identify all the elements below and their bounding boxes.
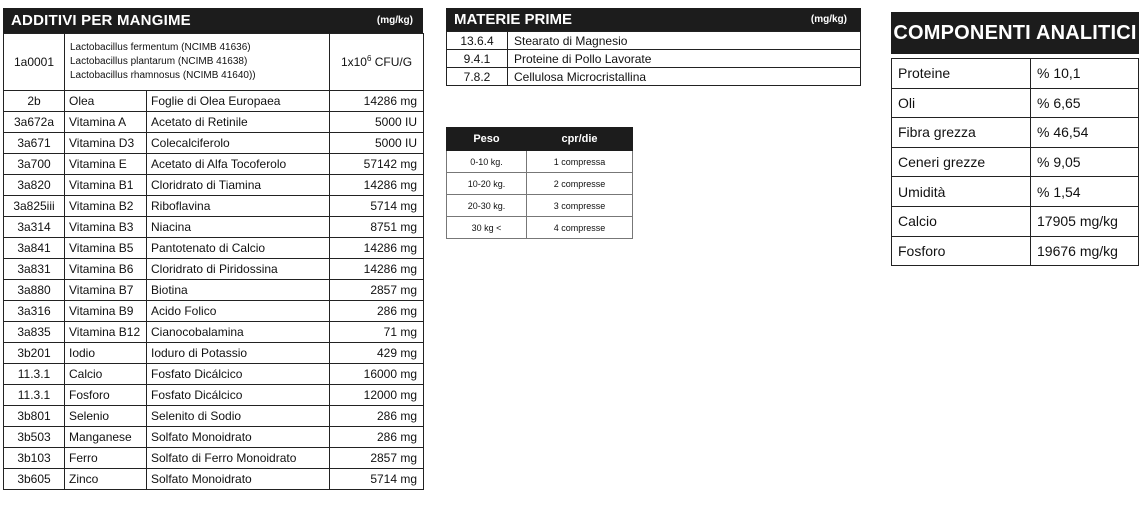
additive-name: Vitamina B5 — [65, 238, 147, 259]
additive-qty: 2857 mg — [330, 448, 424, 469]
additive-name: Manganese — [65, 427, 147, 448]
dosaggio-dose: 3 compresse — [527, 195, 633, 217]
additive-source: Solfato Monoidrato — [147, 427, 330, 448]
additive-name: Vitamina B3 — [65, 217, 147, 238]
additive-row — [4, 175, 424, 196]
componente-value: % 1,54 — [1031, 177, 1139, 207]
additive-code: 3a841 — [4, 238, 65, 259]
additive-name: Vitamina A — [65, 112, 147, 133]
materie-title: MATERIE PRIME — [454, 11, 573, 28]
probiotic-strain: Lactobacillus rhamnosus (NCIMB 41640)) — [70, 70, 256, 81]
additive-row — [4, 91, 424, 112]
additive-qty: 57142 mg — [330, 154, 424, 175]
componente-value: % 9,05 — [1031, 147, 1139, 177]
additive-source: Cloridrato di Tiamina — [147, 175, 330, 196]
additive-source: Biotina — [147, 280, 330, 301]
additive-name: Vitamina B7 — [65, 280, 147, 301]
additive-row — [4, 406, 424, 427]
componente-name: Calcio — [892, 206, 1031, 236]
probiotic-qty: $1x10^6$ CFU/G — [330, 34, 424, 91]
additive-qty: 12000 mg — [330, 385, 424, 406]
additivi-title: ADDITIVI PER MANGIME — [11, 12, 191, 29]
dosaggio-section — [446, 127, 633, 239]
additive-code: 3a820 — [4, 175, 65, 196]
dosaggio-dose: 2 compresse — [527, 173, 633, 195]
additive-source: Acido Folico — [147, 301, 330, 322]
probiotic-strain: Lactobacillus fermentum (NCIMB 41636) — [70, 42, 251, 53]
materia-code: 7.8.2 — [447, 68, 508, 86]
dosaggio-dose: 4 compresse — [527, 217, 633, 239]
componente-row — [892, 236, 1139, 266]
probiotic-strains — [65, 34, 330, 91]
additive-qty: 14286 mg — [330, 238, 424, 259]
componenti-title: COMPONENTI ANALITICI — [893, 21, 1137, 44]
additive-name: Zinco — [65, 469, 147, 490]
materia-name: Cellulosa Microcristallina — [508, 68, 861, 86]
additive-row — [4, 238, 424, 259]
additive-name: Ferro — [65, 448, 147, 469]
additive-source: Acetato di Retinile — [147, 112, 330, 133]
additive-code: 3b801 — [4, 406, 65, 427]
additive-qty: 8751 mg — [330, 217, 424, 238]
additive-qty: 5714 mg — [330, 469, 424, 490]
additive-code: 3a671 — [4, 133, 65, 154]
componente-name: Proteine — [892, 59, 1031, 89]
additive-source: Fosfato Dicálcico — [147, 364, 330, 385]
additive-code: 3a314 — [4, 217, 65, 238]
componente-name: Fibra grezza — [892, 118, 1031, 148]
additive-row — [4, 364, 424, 385]
additive-source: Fosfato Dicálcico — [147, 385, 330, 406]
additive-code: 3b605 — [4, 469, 65, 490]
materie-table — [446, 31, 861, 86]
additive-code: 3a316 — [4, 301, 65, 322]
additive-qty: 5714 mg — [330, 196, 424, 217]
componenti-table — [891, 58, 1139, 266]
dosaggio-row — [447, 151, 633, 173]
additive-name: Vitamina B12 — [65, 322, 147, 343]
additive-code: 3a672a — [4, 112, 65, 133]
additive-row — [4, 112, 424, 133]
componente-name: Fosforo — [892, 236, 1031, 266]
additive-row — [4, 448, 424, 469]
componente-name: Ceneri grezze — [892, 147, 1031, 177]
additive-qty: 286 mg — [330, 406, 424, 427]
materia-name: Proteine di Pollo Lavorate — [508, 50, 861, 68]
materie-unit: (mg/kg) — [810, 14, 847, 25]
additive-code: 3a835 — [4, 322, 65, 343]
additive-code: 3a880 — [4, 280, 65, 301]
componente-value: % 10,1 — [1031, 59, 1139, 89]
dosaggio-row — [447, 195, 633, 217]
dosaggio-row — [447, 173, 633, 195]
additive-row — [4, 385, 424, 406]
additive-qty: 71 mg — [330, 322, 424, 343]
probiotic-code: 1a0001 — [4, 34, 65, 91]
additive-row — [4, 259, 424, 280]
additive-code: 3b103 — [4, 448, 65, 469]
additive-source: Colecalciferolo — [147, 133, 330, 154]
additive-name: Vitamina B2 — [65, 196, 147, 217]
additive-qty: 14286 mg — [330, 175, 424, 196]
materia-row — [447, 32, 861, 50]
additive-row — [4, 154, 424, 175]
additive-source: Ioduro di Potassio — [147, 343, 330, 364]
componente-row — [892, 59, 1139, 89]
additive-source: Acetato di Alfa Tocoferolo — [147, 154, 330, 175]
additive-name: Fosforo — [65, 385, 147, 406]
dosaggio-header-peso: Peso — [447, 128, 527, 151]
additive-qty: 286 mg — [330, 301, 424, 322]
dosaggio-dose: 1 compressa — [527, 151, 633, 173]
additive-source: Solfato di Ferro Monoidrato — [147, 448, 330, 469]
componente-row — [892, 118, 1139, 148]
dosaggio-header-cpr: cpr/die — [527, 128, 633, 151]
additive-source: Selenito di Sodio — [147, 406, 330, 427]
dosaggio-table — [446, 127, 633, 239]
additive-qty: 14286 mg — [330, 259, 424, 280]
componente-row — [892, 177, 1139, 207]
additive-name: Vitamina B9 — [65, 301, 147, 322]
additive-source: Foglie di Olea Europaea — [147, 91, 330, 112]
additive-code: 3a825iii — [4, 196, 65, 217]
materia-name: Stearato di Magnesio — [508, 32, 861, 50]
additive-name: Olea — [65, 91, 147, 112]
additivi-header — [3, 8, 423, 33]
additive-source: Pantotenato di Calcio — [147, 238, 330, 259]
additive-row — [4, 280, 424, 301]
dosaggio-peso: 0-10 kg. — [447, 151, 527, 173]
additive-code: 11.3.1 — [4, 364, 65, 385]
additive-row — [4, 196, 424, 217]
additive-name: Selenio — [65, 406, 147, 427]
additive-name: Calcio — [65, 364, 147, 385]
additive-source: Cloridrato di Piridossina — [147, 259, 330, 280]
additivi-table — [3, 33, 424, 490]
additive-qty: 2857 mg — [330, 280, 424, 301]
componente-value: 17905 mg/kg — [1031, 206, 1139, 236]
additive-source: Riboflavina — [147, 196, 330, 217]
additive-name: Vitamina B1 — [65, 175, 147, 196]
dosaggio-peso: 30 kg < — [447, 217, 527, 239]
additive-row — [4, 322, 424, 343]
additive-code: 3b503 — [4, 427, 65, 448]
probiotic-row — [4, 34, 424, 91]
additivi-table-section — [3, 8, 423, 490]
componente-row — [892, 88, 1139, 118]
dosaggio-row — [447, 217, 633, 239]
additive-name: Vitamina D3 — [65, 133, 147, 154]
dosaggio-peso: 20-30 kg. — [447, 195, 527, 217]
additive-row — [4, 427, 424, 448]
additive-qty: 16000 mg — [330, 364, 424, 385]
materia-code: 13.6.4 — [447, 32, 508, 50]
additive-code: 11.3.1 — [4, 385, 65, 406]
componenti-header — [891, 12, 1139, 54]
additive-row — [4, 301, 424, 322]
materia-row — [447, 50, 861, 68]
probiotic-strain: Lactobacillus plantarum (NCIMB 41638) — [70, 56, 248, 67]
dosaggio-peso: 10-20 kg. — [447, 173, 527, 195]
componente-value: 19676 mg/kg — [1031, 236, 1139, 266]
materie-header — [446, 8, 861, 31]
componente-row — [892, 206, 1139, 236]
componente-name: Oli — [892, 88, 1031, 118]
additive-code: 2b — [4, 91, 65, 112]
additive-name: Vitamina E — [65, 154, 147, 175]
additive-source: Solfato Monoidrato — [147, 469, 330, 490]
componente-name: Umidità — [892, 177, 1031, 207]
additive-code: 3a700 — [4, 154, 65, 175]
additive-row — [4, 133, 424, 154]
componente-value: % 46,54 — [1031, 118, 1139, 148]
additive-source: Cianocobalamina — [147, 322, 330, 343]
materia-code: 9.4.1 — [447, 50, 508, 68]
componenti-analitici-section — [891, 12, 1139, 266]
additive-code: 3b201 — [4, 343, 65, 364]
additive-qty: 429 mg — [330, 343, 424, 364]
materie-prime-section — [446, 8, 861, 86]
additive-row — [4, 343, 424, 364]
additive-name: Vitamina B6 — [65, 259, 147, 280]
additive-source: Niacina — [147, 217, 330, 238]
additive-row — [4, 469, 424, 490]
additive-code: 3a831 — [4, 259, 65, 280]
componente-value: % 6,65 — [1031, 88, 1139, 118]
additive-qty: 286 mg — [330, 427, 424, 448]
additive-qty: 5000 IU — [330, 112, 424, 133]
componente-row — [892, 147, 1139, 177]
additive-qty: 14286 mg — [330, 91, 424, 112]
dosaggio-header-row — [447, 128, 633, 151]
materia-row — [447, 68, 861, 86]
additivi-unit: (mg/kg) — [376, 15, 413, 26]
additive-row — [4, 217, 424, 238]
additive-name: Iodio — [65, 343, 147, 364]
additive-qty: 5000 IU — [330, 133, 424, 154]
